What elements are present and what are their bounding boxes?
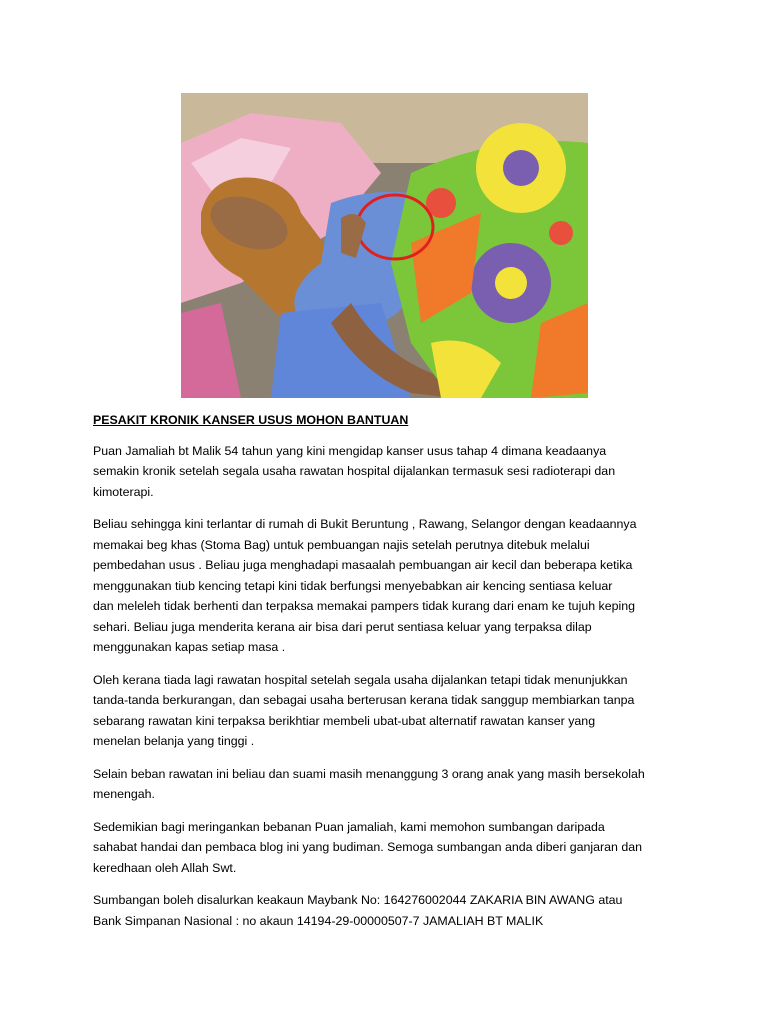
paragraph-4 — [93, 764, 683, 805]
paragraph-2 — [93, 514, 683, 658]
text-line: sehari. Beliau juga menderita kerana air bisa dari perut sentiasa keluar yang terpaksa dilap — [93, 619, 592, 634]
text-line: Bank Simpanan Nasional : no akaun 14194-29-00000507-7 JAMALIAH BT MALIK — [93, 913, 544, 928]
patient-photo — [181, 93, 588, 398]
text-line: Oleh kerana tiada lagi rawatan hospital setelah segala usaha dijalankan tetapi tidak menunjukkan — [93, 672, 628, 687]
paragraph-1 — [93, 441, 683, 503]
text-line: menelan belanja yang tinggi . — [93, 734, 255, 748]
text-line: menengah. — [93, 787, 156, 801]
text-line: semakin kronik setelah segala usaha rawatan hospital dijalankan termasuk sesi radioterapi dan — [93, 464, 616, 478]
text-line: keredhaan oleh Allah Swt. — [93, 860, 237, 875]
text-line: Sedemikian bagi meringankan bebanan Puan jamaliah, kami memohon sumbangan daripada — [93, 819, 605, 834]
text-line: sebarang rawatan kini terpaksa berikhtiar membeli ubat-ubat alternatif rawatan kanser yang — [93, 713, 596, 728]
text-line: tanda-tanda berkurangan, dan sebagai usaha berterusan kerana tidak sanggup membiarkan tanpa — [93, 693, 635, 707]
text-line: menggunakan tiub kencing tetapi kini tidak berfungsi menyebabkan air kencing sentiasa keluar — [93, 578, 613, 593]
text-line: memakai beg khas (Stoma Bag) untuk pembuangan najis setelah perutnya ditebuk melalui — [93, 537, 590, 552]
article-title: PESAKIT KRONIK KANSER USUS MOHON BANTUAN — [93, 413, 409, 427]
text-line: pembedahan usus . Beliau juga menghadapi masaalah pembuangan air kecil dan beberapa ketika — [93, 558, 633, 572]
paragraph-3 — [93, 670, 683, 752]
text-line: Beliau sehingga kini terlantar di rumah di Bukit Beruntung , Rawang, Selangor dengan keadaannya — [93, 517, 637, 531]
paragraph-6-donation-info — [93, 890, 683, 931]
text-line: Selain beban rawatan ini beliau dan suami masih menanggung 3 orang anak yang masih bersekolah — [93, 766, 645, 781]
text-line: menggunakan kapas setiap masa . — [93, 640, 286, 654]
article-body — [93, 410, 683, 943]
text-line: Puan Jamaliah bt Malik 54 tahun yang kini mengidap kanser usus tahap 4 dimana keadaanya — [93, 443, 607, 458]
text-line: Sumbangan boleh disalurkan keakaun Maybank No: 164276002044 ZAKARIA BIN AWANG atau — [93, 893, 623, 907]
patient-photo-illustration — [181, 93, 588, 398]
text-line: kimoterapi. — [93, 484, 154, 499]
text-line: sahabat handai dan pembaca blog ini yang budiman. Semoga sumbangan anda diberi ganjaran dan — [93, 840, 643, 854]
text-line: dan meleleh tidak berhenti dan terpaksa memakai pampers tidak kurang dari enam ke tujuh keping — [93, 599, 636, 613]
paragraph-5 — [93, 817, 683, 879]
